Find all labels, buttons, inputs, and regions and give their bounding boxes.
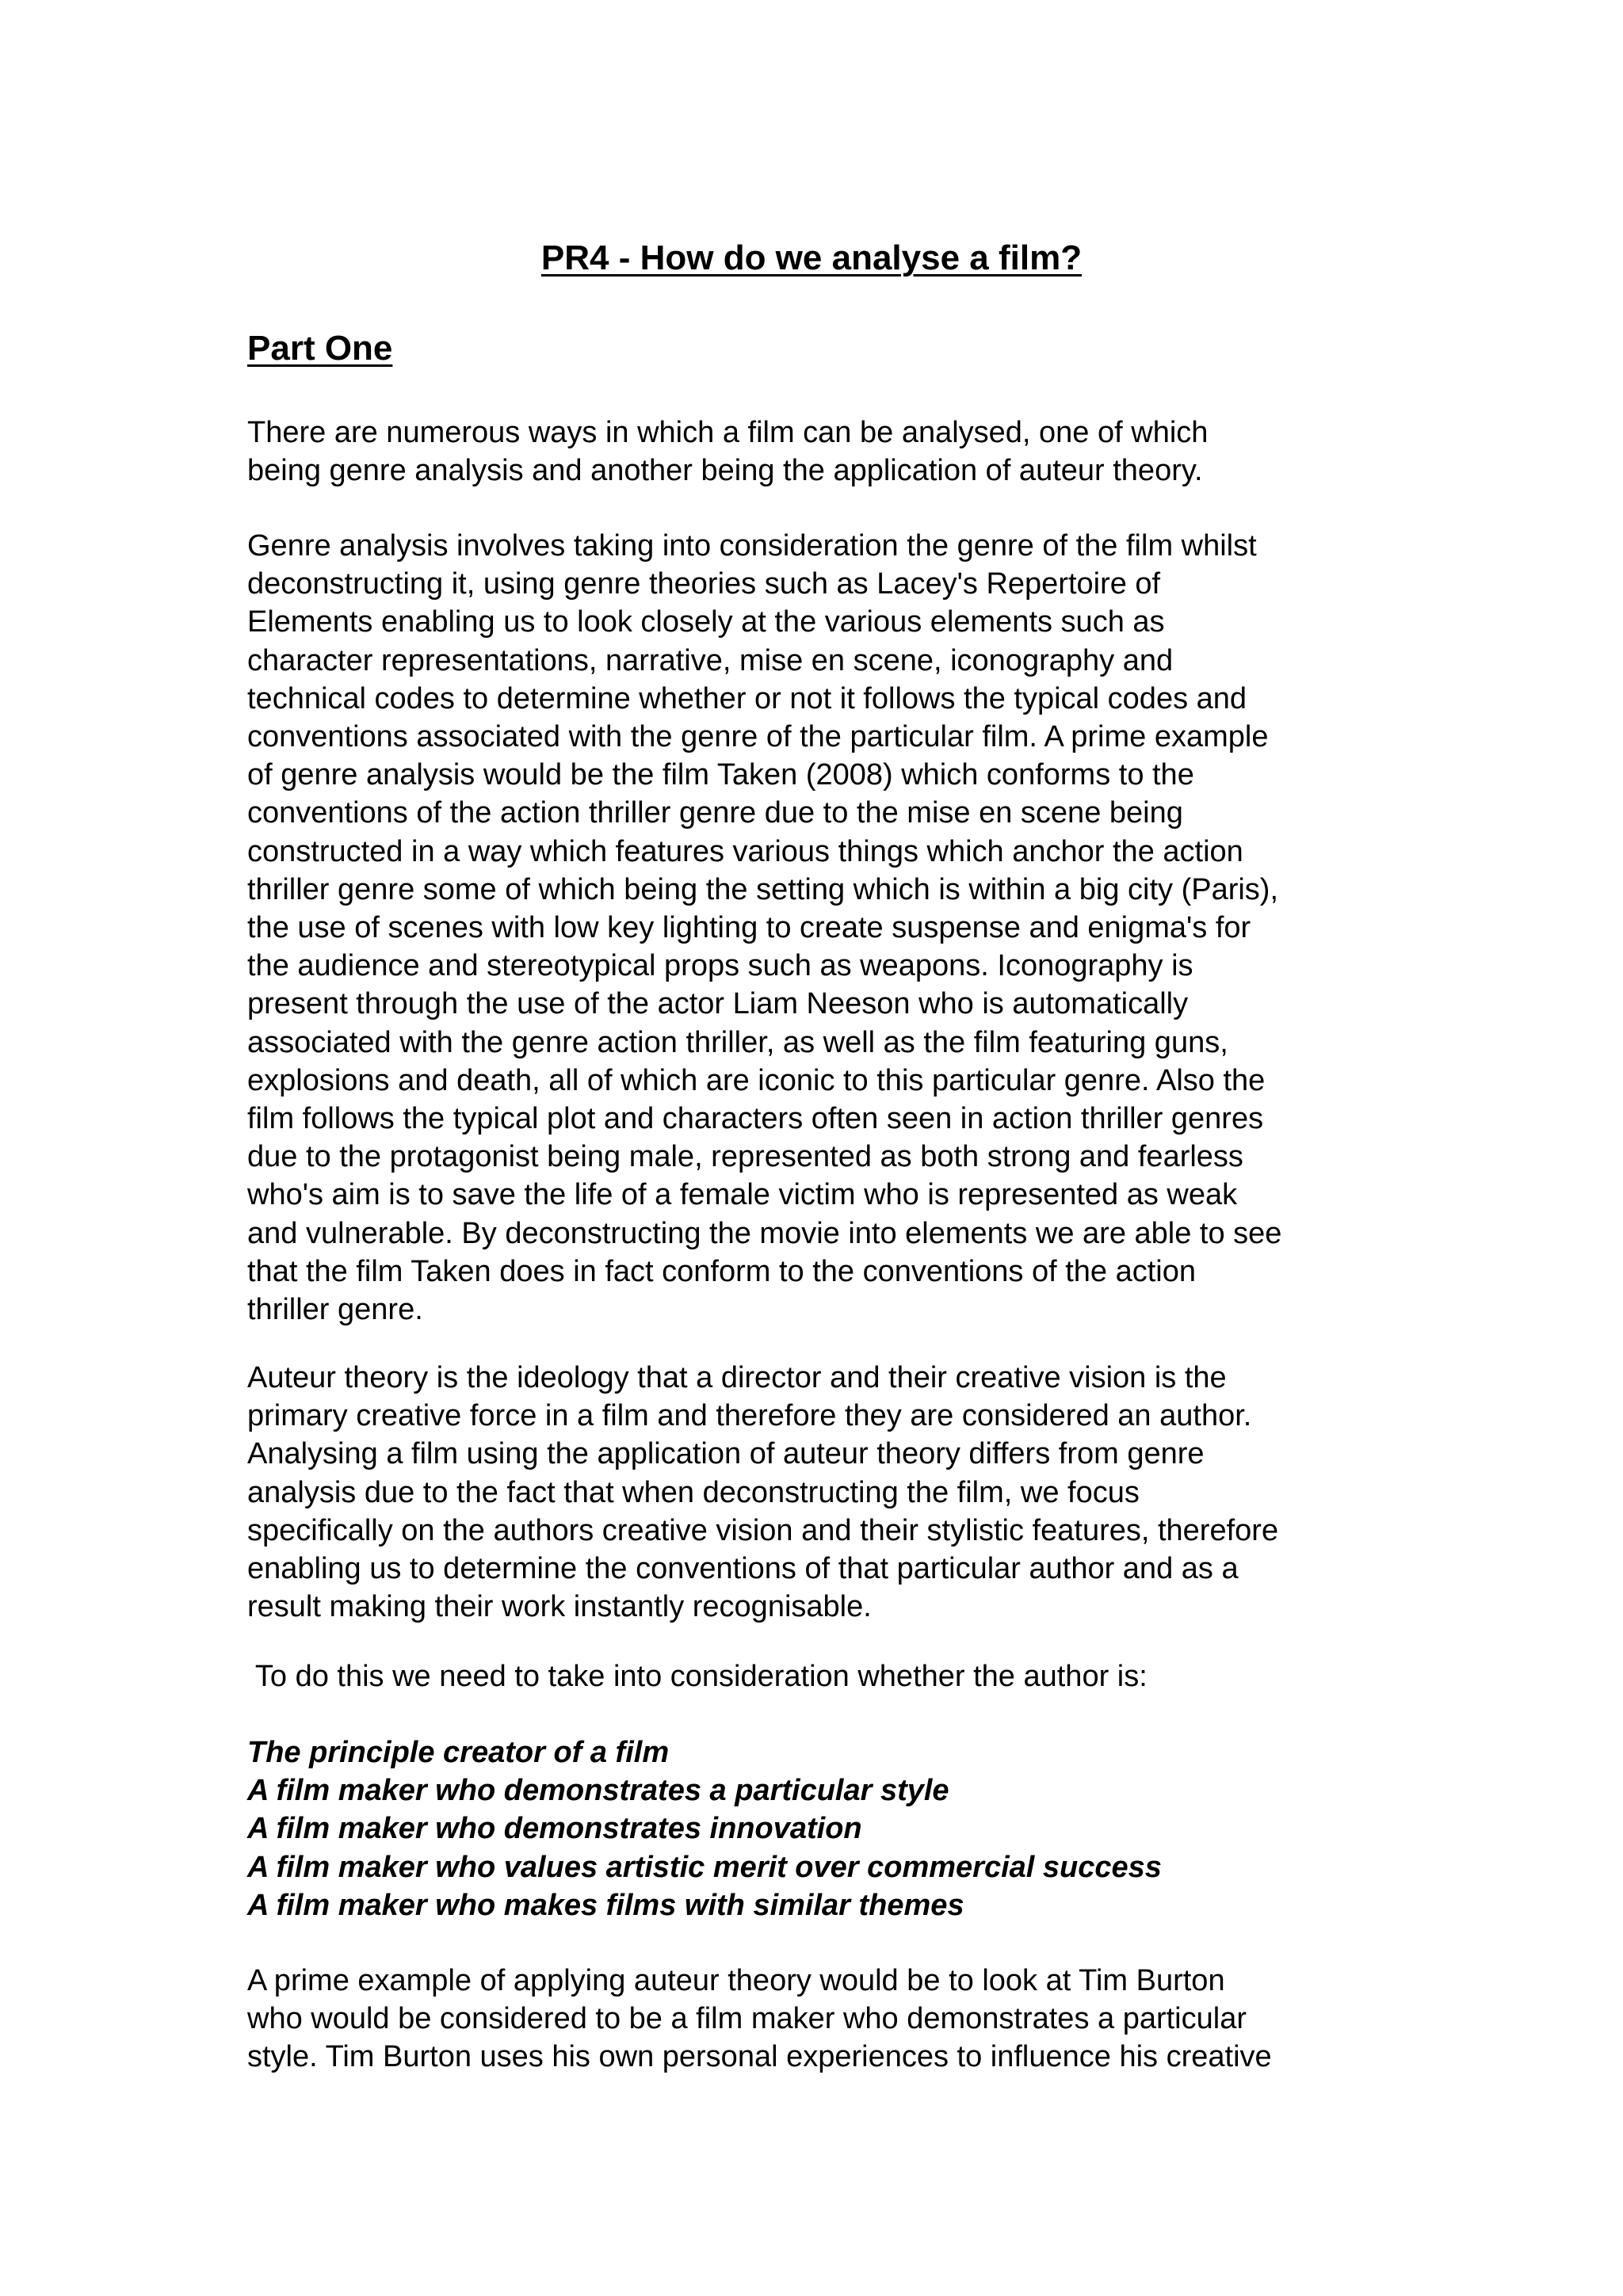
paragraph-line: being genre analysis and another being the application of auteur theory. — [247, 454, 1203, 488]
paragraph-line: Genre analysis involves taking into consideration the genre of the film whilst — [247, 529, 1257, 563]
paragraph-line: result making their work instantly recognisable. — [247, 1590, 872, 1624]
criteria-item: A film maker who values artistic merit over commercial success — [247, 1850, 1162, 1884]
paragraph-line: Auteur theory is the ideology that a director and their creative vision is the — [247, 1361, 1227, 1394]
paragraph-line: explosions and death, all of which are iconic to this particular genre. Also the — [247, 1063, 1266, 1097]
paragraph-line: film follows the typical plot and characters often seen in action thriller genres — [247, 1102, 1264, 1136]
document-title: PR4 - How do we analyse a film? — [540, 238, 1083, 277]
paragraph-intro — [247, 414, 1396, 490]
criteria-item: A film maker who demonstrates innovation — [247, 1812, 862, 1846]
criteria-item: A film maker who makes films with similar themes — [247, 1888, 964, 1922]
auteur-criteria-list — [247, 1733, 1162, 1924]
paragraph-genre-analysis — [247, 527, 1396, 1329]
paragraph-line: constructed in a way which features various things which anchor the action — [247, 834, 1243, 868]
paragraph-line: that the film Taken does in fact conform to the conventions of the action — [247, 1254, 1196, 1288]
paragraph-line: and vulnerable. By deconstructing the movie into elements we are able to see — [247, 1216, 1282, 1250]
paragraph-line: conventions of the action thriller genre due to the mise en scene being — [247, 796, 1183, 830]
criteria-item: The principle creator of a film — [247, 1736, 670, 1769]
criteria-item: A film maker who demonstrates a particular style — [247, 1774, 949, 1808]
paragraph-auteur-theory — [247, 1359, 1396, 1626]
paragraph-line: associated with the genre action thriller, as well as the film featuring guns, — [247, 1025, 1228, 1059]
paragraph-line: who would be considered to be a film maker who demonstrates a particular — [247, 2002, 1247, 2036]
paragraph-line: due to the protagonist being male, represented as both strong and fearless — [247, 1140, 1243, 1174]
paragraph-line: deconstructing it, using genre theories such as Lacey's Repertoire of — [247, 567, 1161, 601]
paragraph-consideration: To do this we need to take into consideration whether the author is: — [247, 1660, 1148, 1693]
paragraph-line: of genre analysis would be the film Taken (2008) which conforms to the — [247, 758, 1194, 792]
paragraph-line: thriller genre. — [247, 1293, 423, 1327]
paragraph-line: the audience and stereotypical props such as weapons. Iconography is — [247, 949, 1193, 983]
paragraph-line: technical codes to determine whether or not it follows the typical codes and — [247, 681, 1247, 715]
paragraph-line: There are numerous ways in which a film can be analysed, one of which — [247, 416, 1209, 449]
paragraph-line: enabling us to determine the conventions of that particular author and as a — [247, 1552, 1239, 1586]
paragraph-line: style. Tim Burton uses his own personal experiences to influence his creative — [247, 2040, 1272, 2074]
paragraph-line: analysis due to the fact that when deconstructing the film, we focus — [247, 1475, 1140, 1509]
paragraph-line: Elements enabling us to look closely at the various elements such as — [247, 605, 1165, 639]
paragraph-line: present through the use of the actor Liam Neeson who is automatically — [247, 987, 1189, 1021]
paragraph-line: the use of scenes with low key lighting to create suspense and enigma's for — [247, 911, 1251, 945]
paragraph-line: conventions associated with the genre of the particular film. A prime example — [247, 720, 1269, 754]
paragraph-line: character representations, narrative, mise en scene, iconography and — [247, 643, 1174, 677]
paragraph-line: A prime example of applying auteur theory would be to look at Tim Burton — [247, 1964, 1225, 1997]
paragraph-tim-burton — [247, 1962, 1396, 2077]
paragraph-line: Analysing a film using the application of auteur theory differs from genre — [247, 1437, 1205, 1471]
section-heading: Part One — [247, 329, 393, 368]
paragraph-line: thriller genre some of which being the setting which is within a big city (Paris), — [247, 872, 1279, 906]
paragraph-line: specifically on the authors creative vision and their stylistic features, therefore — [247, 1513, 1279, 1547]
paragraph-line: primary creative force in a film and therefore they are considered an author. — [247, 1399, 1252, 1433]
paragraph-line: who's aim is to save the life of a female victim who is represented as weak — [247, 1178, 1238, 1212]
